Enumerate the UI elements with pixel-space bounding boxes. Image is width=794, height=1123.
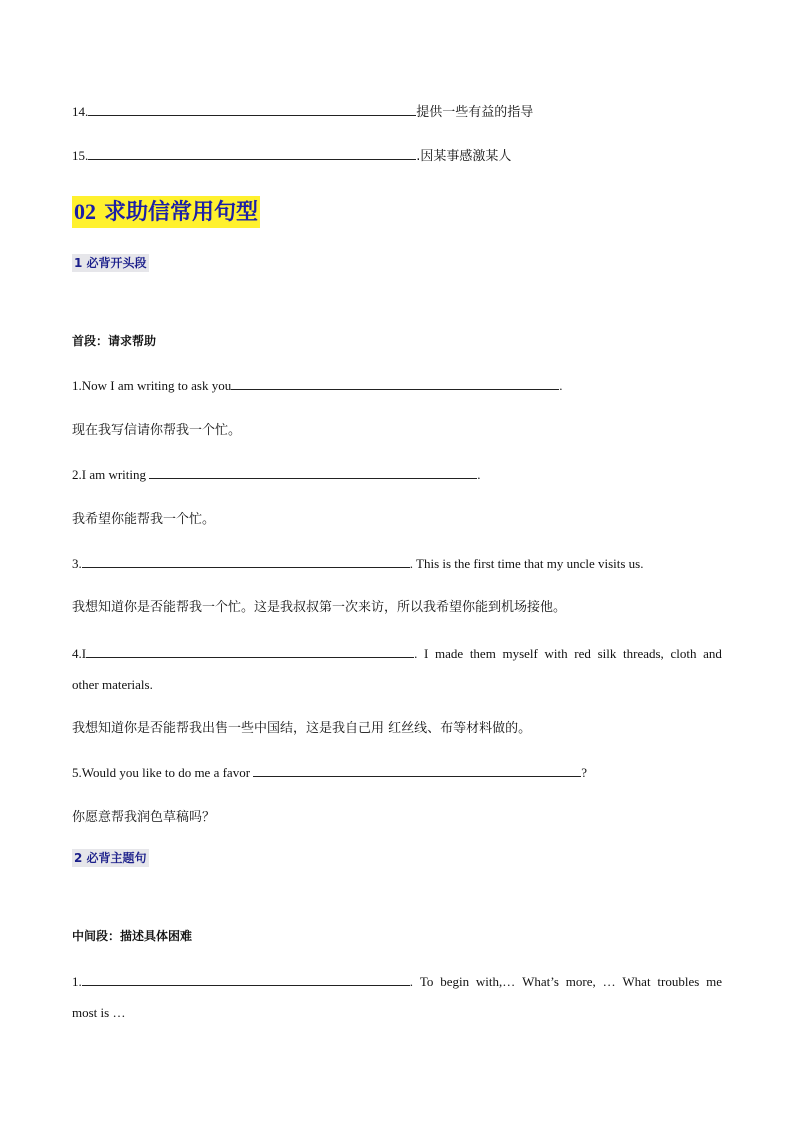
sentence-word: with <box>544 646 568 661</box>
answer-blank[interactable] <box>88 147 416 160</box>
vocab-item-15 <box>72 147 511 166</box>
answer-blank[interactable] <box>253 764 581 777</box>
sentence-start <box>72 645 417 663</box>
section-title <box>72 196 260 228</box>
item-number: 15. <box>72 148 89 163</box>
sentence-suffix: . <box>477 467 481 482</box>
answer-blank[interactable] <box>82 973 410 986</box>
sentence-prefix: 2.I am writing <box>72 467 150 482</box>
sentence-suffix: . <box>559 378 563 393</box>
sentence-word: myself <box>502 646 538 661</box>
sentence-word: with,… <box>475 974 516 989</box>
topic-sentence-1-line-2: most is … <box>72 1005 126 1020</box>
sentence-suffix: . This is the first time that my uncle visits us. <box>409 556 644 571</box>
sentence-word: . <box>414 646 418 661</box>
sentence-3 <box>72 555 644 573</box>
sentence-word: red <box>574 646 591 661</box>
sentence-word: and <box>703 646 722 661</box>
item-hint: 提供一些有益的指导 <box>416 105 534 120</box>
sentence-word: more, <box>565 974 596 989</box>
item-hint: .因某事感激某人 <box>416 149 512 164</box>
topic-sentence-1 <box>72 973 722 1022</box>
answer-blank[interactable] <box>231 377 559 390</box>
sentence-word: them <box>469 646 496 661</box>
paragraph-heading: 首段：请求帮助 <box>72 334 157 348</box>
sentence-word: I <box>424 646 429 661</box>
sentence-5-translation: 你愿意帮我润色草稿吗？ <box>72 810 216 825</box>
sentence-1-translation: 现在我写信请你帮我一个忙。 <box>72 423 242 438</box>
sentence-word: made <box>435 646 464 661</box>
answer-blank[interactable] <box>149 466 477 479</box>
sentence-prefix: 1. <box>72 974 82 989</box>
sentence-word: silk <box>597 646 617 661</box>
sentence-start <box>72 973 413 991</box>
sentence-word: What <box>622 974 651 989</box>
sentence-1 <box>72 377 562 395</box>
sentence-2-translation: 我希望你能帮我一个忙。 <box>72 512 216 527</box>
sentence-3-translation: 我想知道你是否能帮我一个忙。这是我叔叔第一次来访，所以我希望你能到机场接他。 <box>72 600 567 615</box>
sentence-4-translation: 我想知道你是否能帮我出售一些中国结，这是我自己用 红丝线、布等材料做的。 <box>72 721 532 736</box>
sentence-prefix: 3. <box>72 556 82 571</box>
part-label: 2 必背主题句 <box>74 851 147 865</box>
sentence-4-line-1 <box>72 645 722 663</box>
sentence-word: What’s <box>522 974 559 989</box>
sentence-word: me <box>706 974 722 989</box>
sentence-word: begin <box>440 974 470 989</box>
sentence-4-line-2: other materials. <box>72 677 153 692</box>
part-label: 1 必背开头段 <box>74 256 147 270</box>
item-number: 14. <box>72 104 89 119</box>
sentence-4 <box>72 645 722 694</box>
sentence-prefix: 4.I <box>72 646 87 661</box>
sentence-prefix: 1.Now I am writing to ask you <box>72 378 232 393</box>
section-title-text: 求助信常用句型 <box>104 200 259 225</box>
answer-blank[interactable] <box>88 103 416 116</box>
sentence-5 <box>72 764 587 782</box>
topic-sentence-1-line-1 <box>72 973 722 991</box>
sentence-prefix: 5.Would you like to do me a favor <box>72 765 254 780</box>
sentence-suffix: ? <box>581 765 588 780</box>
sentence-word: cloth <box>670 646 697 661</box>
sentence-word: … <box>602 974 616 989</box>
sentence-word: threads, <box>623 646 664 661</box>
sentence-2 <box>72 466 481 484</box>
sentence-word: . <box>409 974 413 989</box>
answer-blank[interactable] <box>82 555 410 568</box>
answer-blank[interactable] <box>86 645 414 658</box>
sentence-word: To <box>419 974 434 989</box>
section-number: 02 <box>74 199 96 224</box>
sentence-word: troubles <box>657 974 700 989</box>
vocab-item-14 <box>72 103 533 122</box>
paragraph-heading: 中间段：描述具体困难 <box>72 929 193 943</box>
